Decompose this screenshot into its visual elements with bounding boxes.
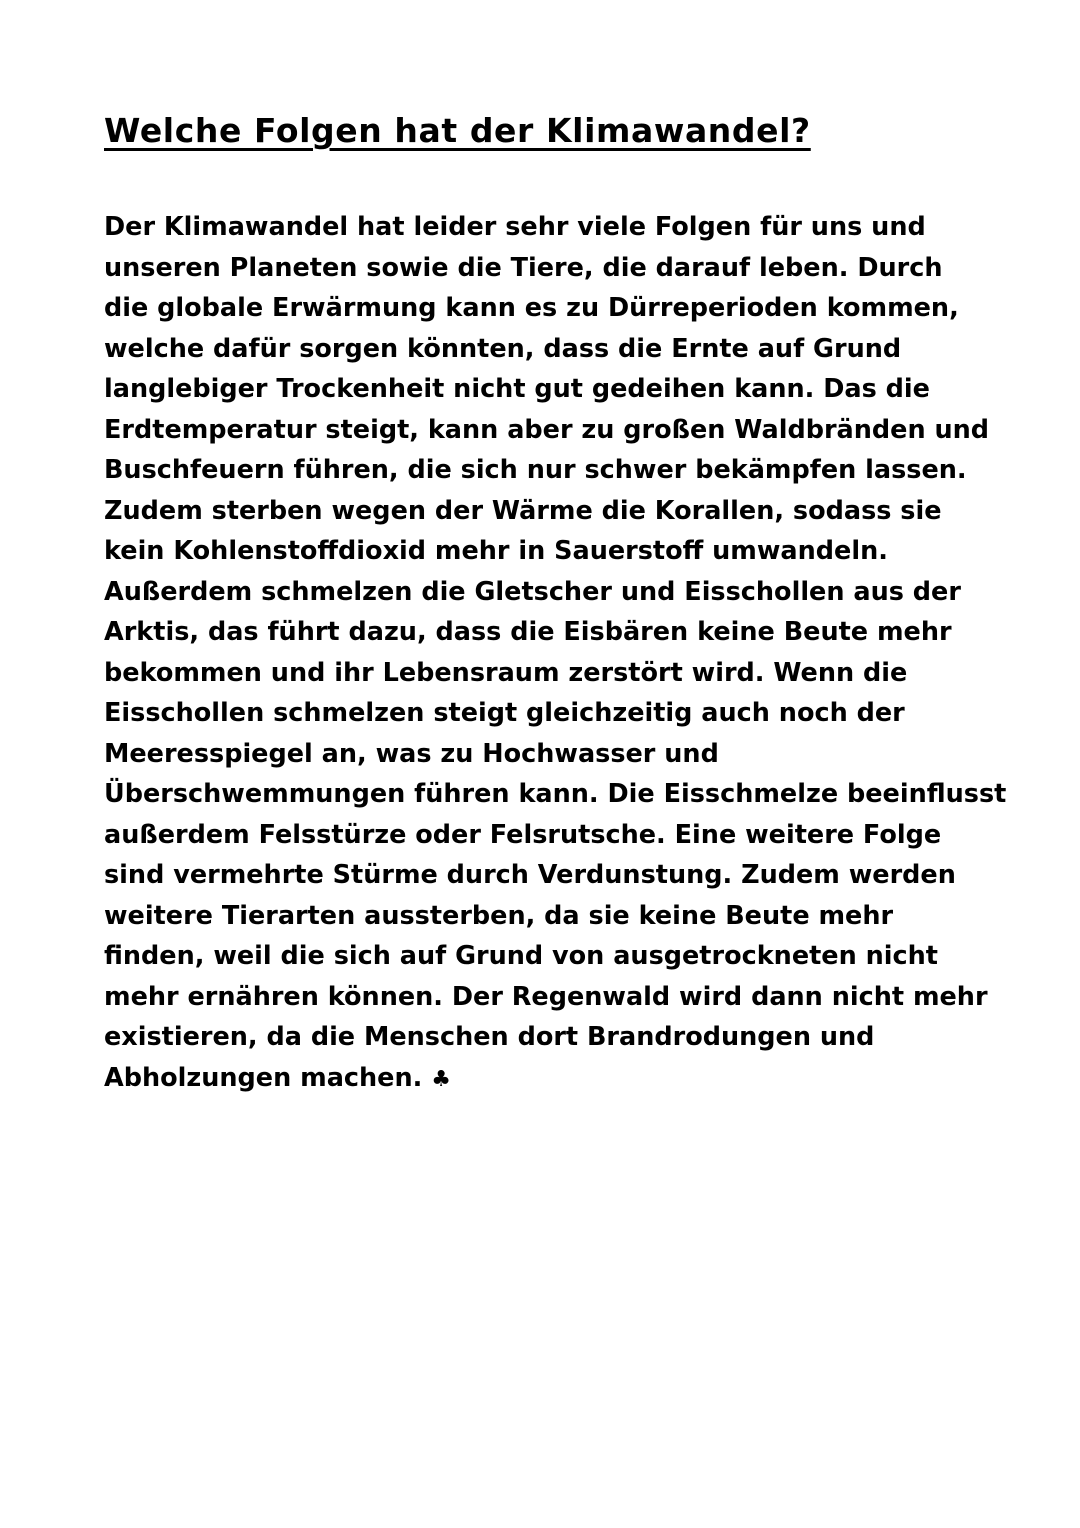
document-title: Welche Folgen hat der Klimawandel?: [104, 111, 811, 150]
text-line-6: Erdtemperatur steigt, kann aber zu großen Waldbränden und: [104, 414, 990, 445]
text-line-8: Zudem sterben wegen der Wärme die Korallen, sodass sie: [104, 495, 942, 526]
text-line-22-container: [104, 1058, 1004, 1101]
text-line-11: Arktis, das führt dazu, dass die Eisbären keine Beute mehr: [104, 617, 952, 647]
text-line-9: kein Kohlenstoffdioxid mehr in Sauerstoff umwandeln.: [104, 536, 888, 566]
text-line-13: Eisschollen schmelzen steigt gleichzeitig auch noch der: [104, 698, 905, 728]
text-line-14: Meeresspiegel an, was zu Hochwasser und: [104, 738, 719, 769]
text-line-22: Abholzungen machen.: [104, 1062, 423, 1093]
text-line-18: weitere Tierarten aussterben, da sie keine Beute mehr: [104, 900, 894, 931]
text-line-2: unseren Planeten sowie die Tiere, die darauf leben. Durch: [104, 252, 943, 283]
text-line-4: welche dafür sorgen könnten, dass die Ernte auf Grund: [104, 333, 902, 364]
text-line-17: sind vermehrte Stürme durch Verdunstung. Zudem werden: [104, 860, 956, 890]
text-line-15: Überschwemmungen führen kann. Die Eisschmelze beeinflusst: [104, 779, 1007, 809]
text-line-21: existieren, da die Menschen dort Brandrodungen und: [104, 1022, 875, 1052]
text-line-19: finden, weil die sich auf Grund von ausgetrockneten nicht: [104, 941, 938, 971]
body-paragraph: [104, 207, 1007, 1100]
text-line-10: Außerdem schmelzen die Gletscher und Eisschollen aus der: [104, 576, 961, 607]
club-icon: ♣: [431, 1066, 451, 1092]
text-line-5: langlebiger Trockenheit nicht gut gedeihen kann. Das die: [104, 374, 930, 404]
text-line-7: Buschfeuern führen, die sich nur schwer bekämpfen lassen.: [104, 455, 967, 485]
text-line-3: die globale Erwärmung kann es zu Dürreperioden kommen,: [104, 293, 959, 323]
text-line-20: mehr ernähren können. Der Regenwald wird dann nicht mehr: [104, 981, 988, 1012]
text-line-1: Der Klimawandel hat leider sehr viele Folgen für uns und: [104, 212, 926, 242]
text-line-12: bekommen und ihr Lebensraum zerstört wird. Wenn die: [104, 657, 908, 688]
text-line-16: außerdem Felsstürze oder Felsrutsche. Eine weitere Folge: [104, 819, 942, 850]
